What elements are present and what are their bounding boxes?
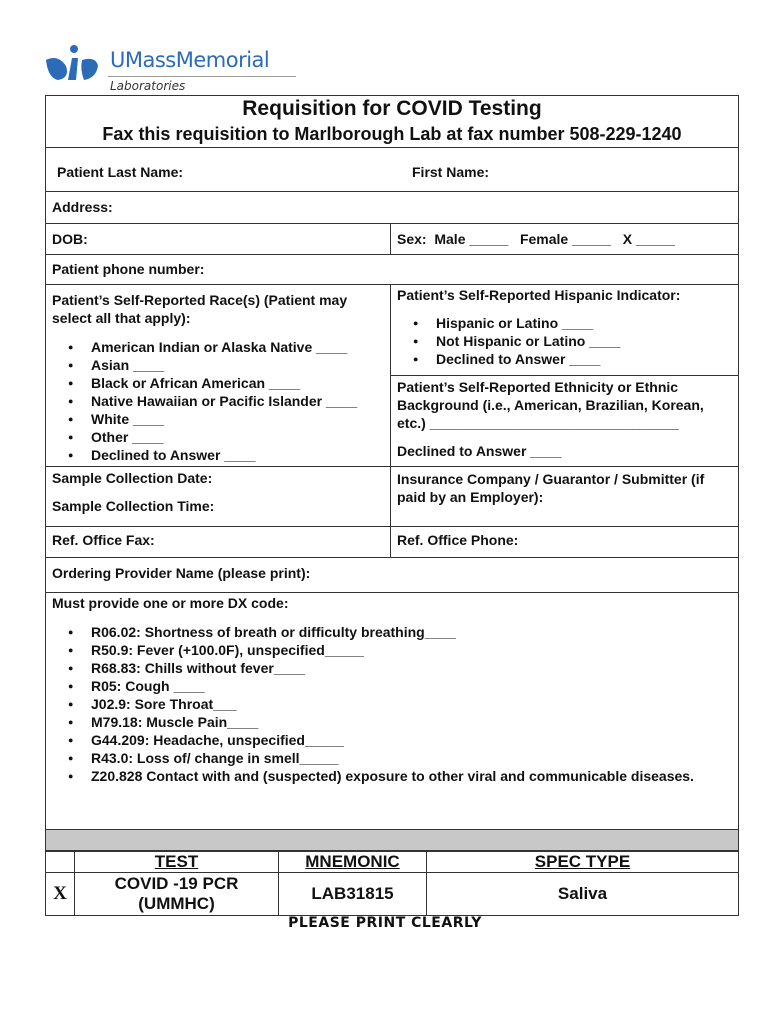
- umass-logo-icon: [44, 44, 100, 84]
- mnemonic-header: MNEMONIC: [279, 852, 427, 873]
- race-option[interactable]: ● Black or African American ____: [91, 374, 390, 392]
- race-heading: Patient’s Self-Reported Race(s) (Patient may select all that apply):: [52, 292, 348, 326]
- mark-header-cell: [46, 852, 75, 873]
- name-row: [46, 148, 738, 192]
- sample-section: [46, 467, 391, 526]
- fax-instruction: Fax this requisition to Marlborough Lab at fax number 508-229-1240: [102, 124, 682, 144]
- race-option[interactable]: ● Asian ____: [91, 356, 390, 374]
- sample-date-field[interactable]: Sample Collection Date:: [52, 470, 213, 486]
- dx-code[interactable]: ● R05: Cough ____: [91, 677, 698, 695]
- spec-table-header: [46, 852, 738, 873]
- dx-code[interactable]: ● G44.209: Headache, unspecified_____: [91, 731, 698, 749]
- test-cell: COVID -19 PCR (UMMHC): [75, 873, 279, 915]
- dx-code-list: [46, 623, 738, 785]
- race-option[interactable]: ● Other ____: [91, 428, 390, 446]
- sex-field[interactable]: Sex: Male _____ Female _____ X _____: [397, 231, 675, 247]
- hispanic-options: [391, 314, 738, 368]
- dx-code[interactable]: ● J02.9: Sore Throat___: [91, 695, 698, 713]
- dx-code[interactable]: ● R68.83: Chills without fever____: [91, 659, 698, 677]
- ethnicity-section: [391, 285, 738, 466]
- requisition-form: [45, 95, 739, 916]
- address-field[interactable]: Address:: [52, 199, 113, 215]
- ethnicity-heading[interactable]: Patient’s Self-Reported Ethnicity or Ethnic Background (i.e., American, Brazilian, Korean, etc.) ________________________________: [397, 379, 704, 431]
- logo: [44, 42, 304, 92]
- test-header: TEST: [75, 852, 279, 873]
- logo-divider: [108, 76, 296, 77]
- separator-band: [46, 830, 738, 851]
- form-header: [46, 96, 738, 148]
- dx-code[interactable]: ● R50.9: Fever (+100.0F), unspecified_____: [91, 641, 698, 659]
- provider-row: [46, 558, 738, 593]
- sample-row: [46, 467, 738, 527]
- ref-office-fax-field[interactable]: Ref. Office Fax:: [46, 527, 391, 557]
- footer-note: PLEASE PRINT CLEARLY: [288, 915, 482, 931]
- table-row: [46, 873, 738, 915]
- ref-office-row: [46, 527, 738, 558]
- provider-field[interactable]: Ordering Provider Name (please print):: [52, 565, 311, 581]
- spec-table: [46, 851, 738, 915]
- dx-code[interactable]: ● R06.02: Shortness of breath or difficulty breathing____: [91, 623, 698, 641]
- insurance-field[interactable]: Insurance Company / Guarantor / Submitter (if paid by an Employer):: [397, 471, 705, 505]
- logo-name: UMassMemorial: [110, 48, 270, 72]
- hispanic-option[interactable]: ● Not Hispanic or Latino ____: [436, 332, 738, 350]
- demographics-row: [46, 285, 738, 467]
- last-name-field[interactable]: Patient Last Name:: [57, 164, 184, 180]
- spec-type-cell: Saliva: [427, 873, 739, 915]
- dx-code[interactable]: ● R43.0: Loss of/ change in smell_____: [91, 749, 698, 767]
- ref-office-phone-field[interactable]: Ref. Office Phone:: [397, 532, 519, 548]
- spec-type-header: SPEC TYPE: [427, 852, 739, 873]
- race-option[interactable]: ● Native Hawaiian or Pacific Islander ____: [91, 392, 390, 410]
- dx-code[interactable]: ● Z20.828 Contact with and (suspected) exposure to other viral and communicable diseases.: [91, 767, 698, 785]
- first-name-field[interactable]: First Name:: [412, 164, 490, 180]
- phone-row: [46, 255, 738, 285]
- selected-mark[interactable]: X: [46, 873, 75, 915]
- race-section: [46, 285, 391, 466]
- spec-table-row: [46, 851, 738, 915]
- ethnicity-box: [391, 376, 738, 466]
- race-option[interactable]: ● American Indian or Alaska Native ____: [91, 338, 390, 356]
- logo-subtitle: Laboratories: [110, 79, 186, 93]
- address-row: [46, 192, 738, 224]
- hispanic-heading: Patient’s Self-Reported Hispanic Indicator:: [397, 287, 681, 303]
- phone-field[interactable]: Patient phone number:: [52, 261, 205, 277]
- mnemonic-cell: LAB31815: [279, 873, 427, 915]
- dx-row: [46, 593, 738, 830]
- race-option[interactable]: ● Declined to Answer ____: [91, 446, 390, 464]
- dob-sex-row: [46, 224, 738, 255]
- sample-time-field[interactable]: Sample Collection Time:: [52, 498, 215, 514]
- form-title: Requisition for COVID Testing: [242, 97, 542, 120]
- ethnicity-declined[interactable]: Declined to Answer ____: [397, 443, 562, 459]
- hispanic-option[interactable]: ● Declined to Answer ____: [436, 350, 738, 368]
- race-option[interactable]: ● White ____: [91, 410, 390, 428]
- hispanic-box: [391, 285, 738, 376]
- dx-code[interactable]: ● M79.18: Muscle Pain____: [91, 713, 698, 731]
- hispanic-option[interactable]: ● Hispanic or Latino ____: [436, 314, 738, 332]
- dx-heading: Must provide one or more DX code:: [52, 595, 289, 611]
- dob-field[interactable]: DOB:: [46, 224, 391, 254]
- race-options: [46, 338, 390, 464]
